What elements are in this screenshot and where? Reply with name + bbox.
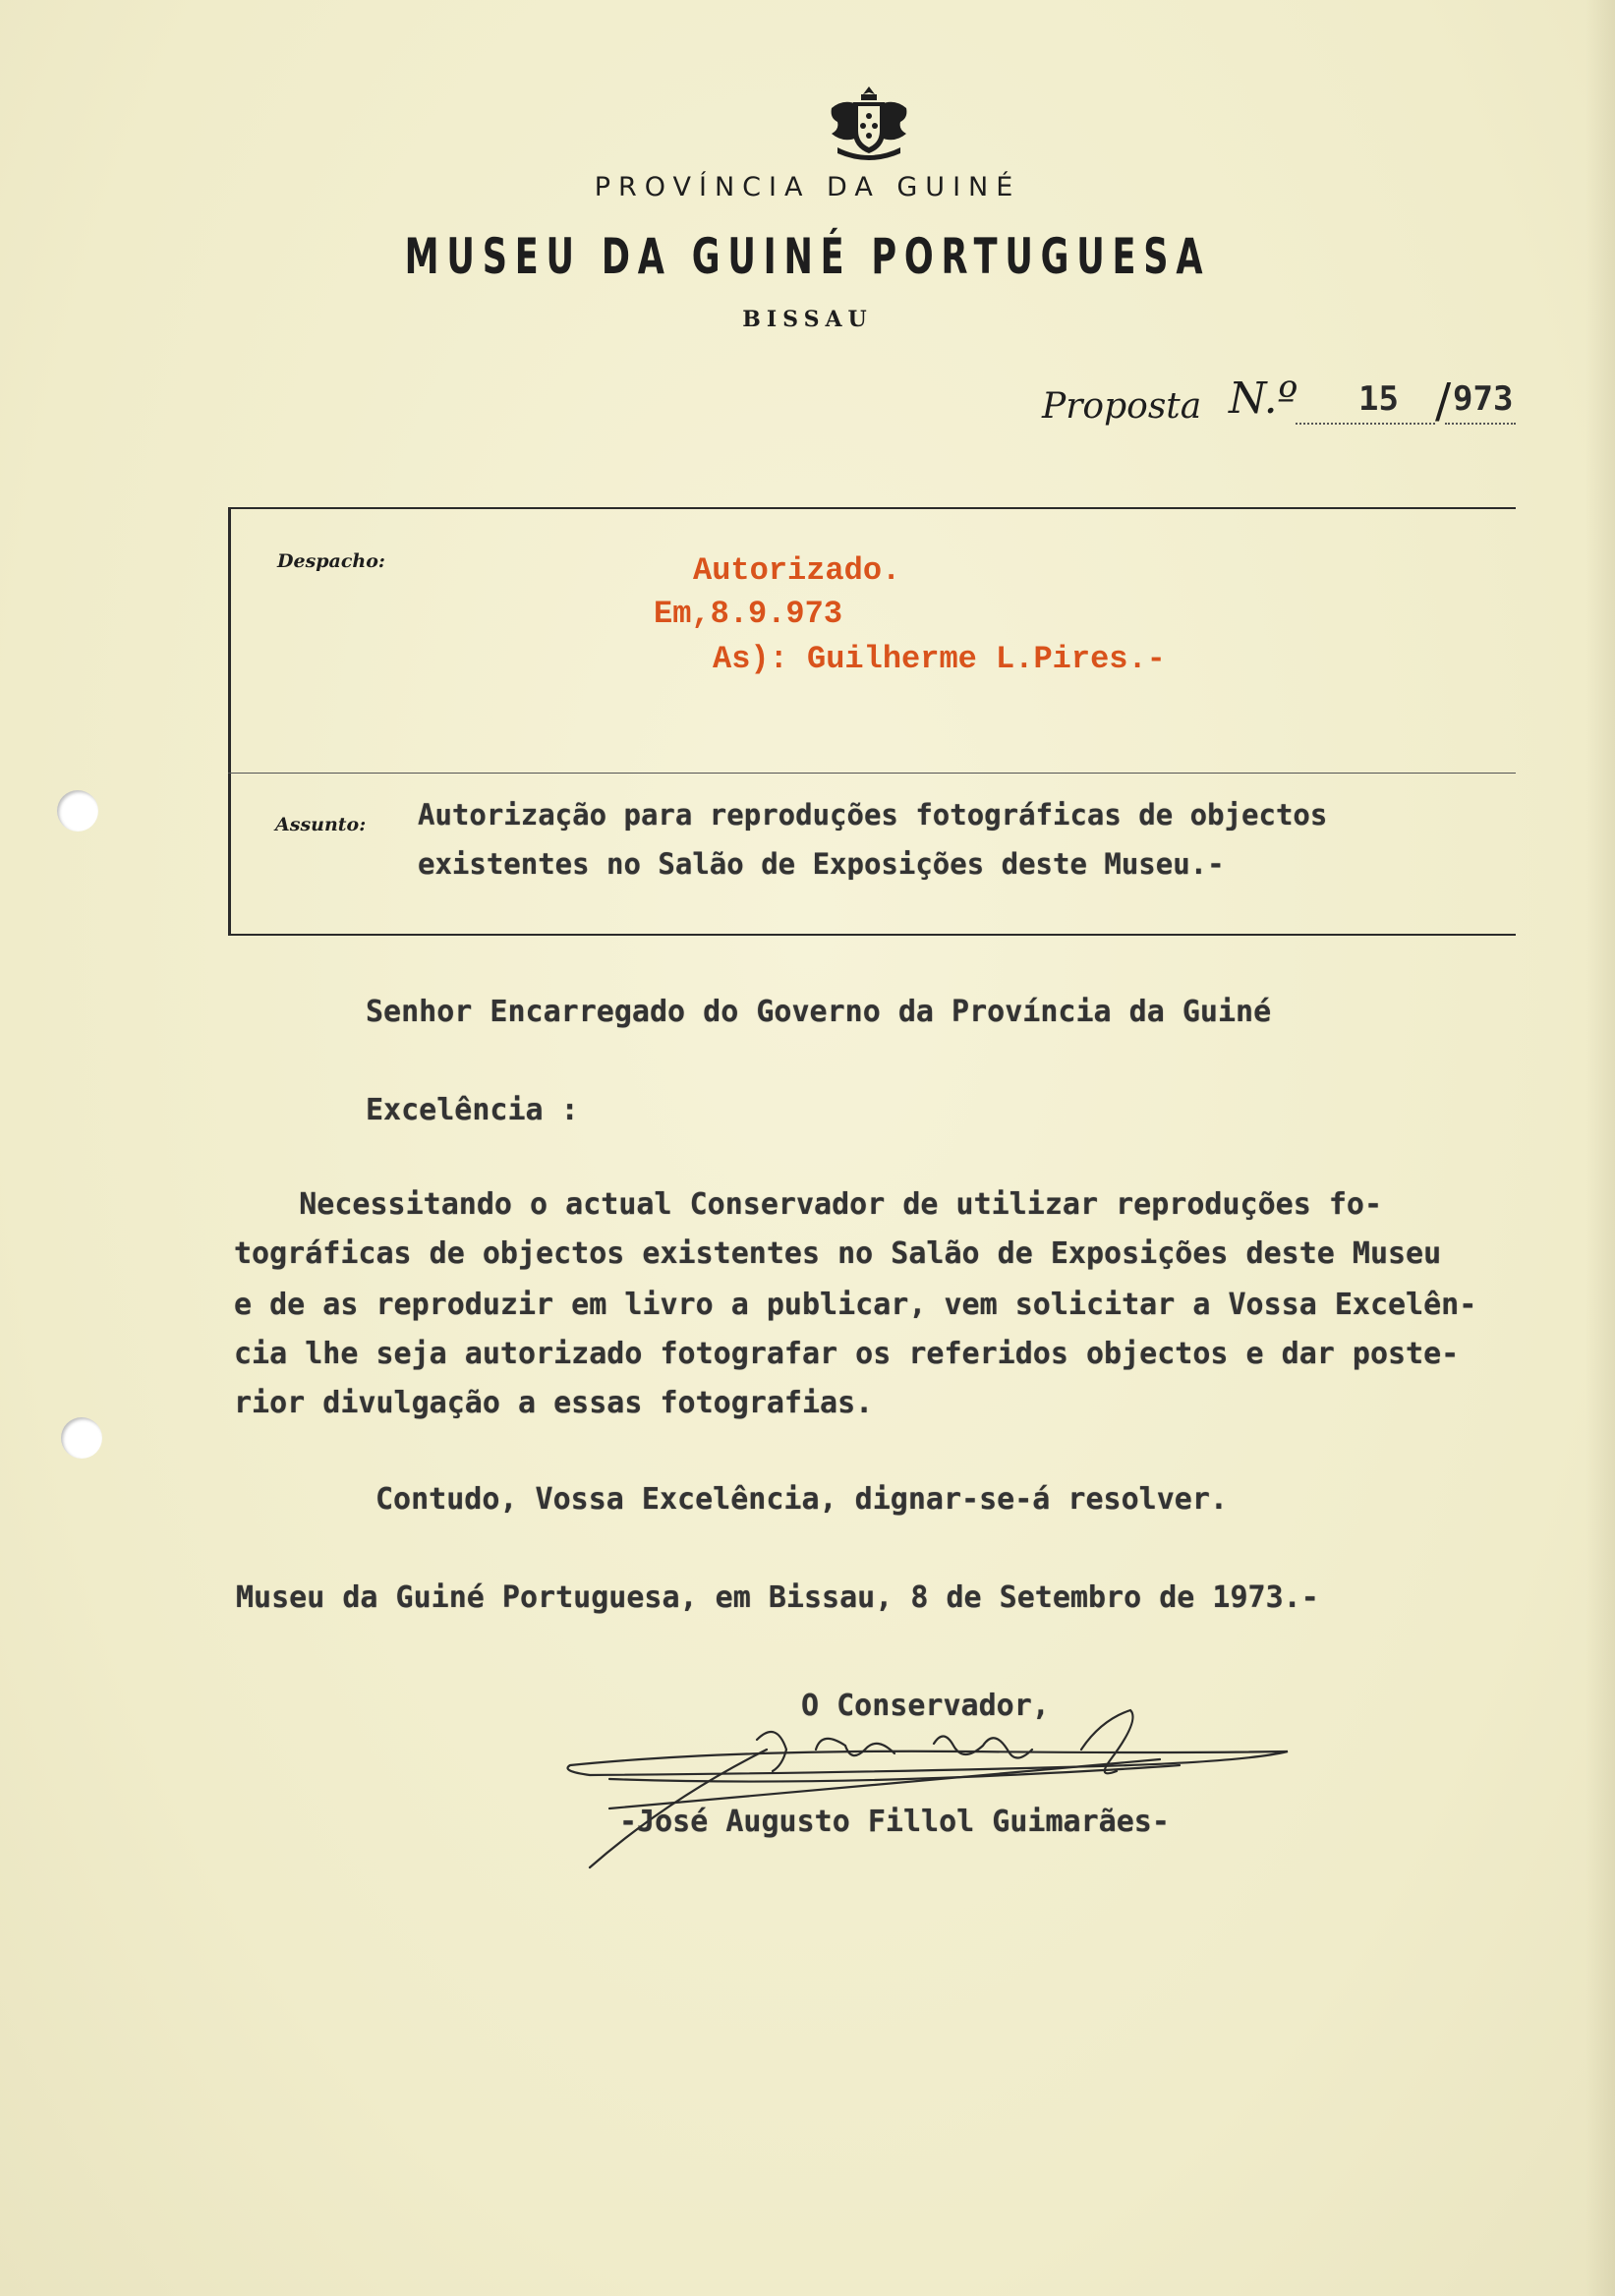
coat-of-arms-icon <box>824 85 914 161</box>
province-heading: PROVÍNCIA DA GUINÉ <box>594 172 1021 202</box>
assunto-label: Assunto: <box>275 814 367 835</box>
page-edge-shading <box>1586 0 1615 2296</box>
body-line-1: Necessitando o actual Conservador de utilizar reproduções fo- <box>228 1187 1382 1222</box>
despacho-label: Despacho: <box>277 550 385 572</box>
box-bottom-rule <box>228 934 1516 936</box>
body-line-3: e de as reproduzir em livro a publicar, vem solicitar a Vossa Excelên- <box>234 1288 1477 1322</box>
proposta-number: 15 <box>1358 379 1399 419</box>
assunto-line-2: existentes no Salão de Exposições deste Museu.- <box>418 847 1225 881</box>
signer-name: -José Augusto Fillol Guimarães- <box>619 1805 1170 1839</box>
museum-heading: MUSEU DA GUINÉ PORTUGUESA <box>404 228 1211 285</box>
despacho-signatory: As): Guilherme L.Pires.- <box>713 641 1166 677</box>
proposta-number-dotted-line <box>1296 423 1435 425</box>
box-left-rule <box>228 507 231 936</box>
handwritten-signature <box>550 1681 1317 1897</box>
despacho-authorized: Autorizado. <box>693 552 901 589</box>
proposta-label: Proposta <box>1042 386 1202 427</box>
proposta-year-dotted-line <box>1445 423 1516 425</box>
signer-title: O Conservador, <box>801 1689 1050 1723</box>
place-date-line: Museu da Guiné Portuguesa, em Bissau, 8 de Setembro de 1973.- <box>236 1580 1319 1615</box>
proposta-number-label: N.º <box>1229 373 1298 424</box>
body-line-4: cia lhe seja autorizado fotografar os referidos objectos e dar poste- <box>234 1337 1460 1371</box>
body-line-2: tográficas de objectos existentes no Salão de Exposições deste Museu <box>234 1236 1442 1271</box>
box-top-rule <box>228 507 1516 509</box>
assunto-line-1: Autorização para reproduções fotográficas de objectos <box>418 798 1328 832</box>
salutation: Senhor Encarregado do Governo da Província da Guiné <box>366 995 1272 1029</box>
proposta-slash: / <box>1435 373 1452 429</box>
despacho-date: Em,8.9.973 <box>654 596 843 632</box>
body-line-5: rior divulgação a essas fotografias. <box>234 1386 874 1420</box>
punch-hole-top <box>57 790 98 832</box>
box-middle-rule <box>228 773 1516 774</box>
closing-line: Contudo, Vossa Excelência, dignar-se-á resolver. <box>375 1482 1228 1517</box>
greeting: Excelência : <box>366 1093 579 1127</box>
city-heading: BISSAU <box>742 307 873 332</box>
punch-hole-bottom <box>61 1417 102 1459</box>
proposta-year: 973 <box>1453 379 1514 419</box>
